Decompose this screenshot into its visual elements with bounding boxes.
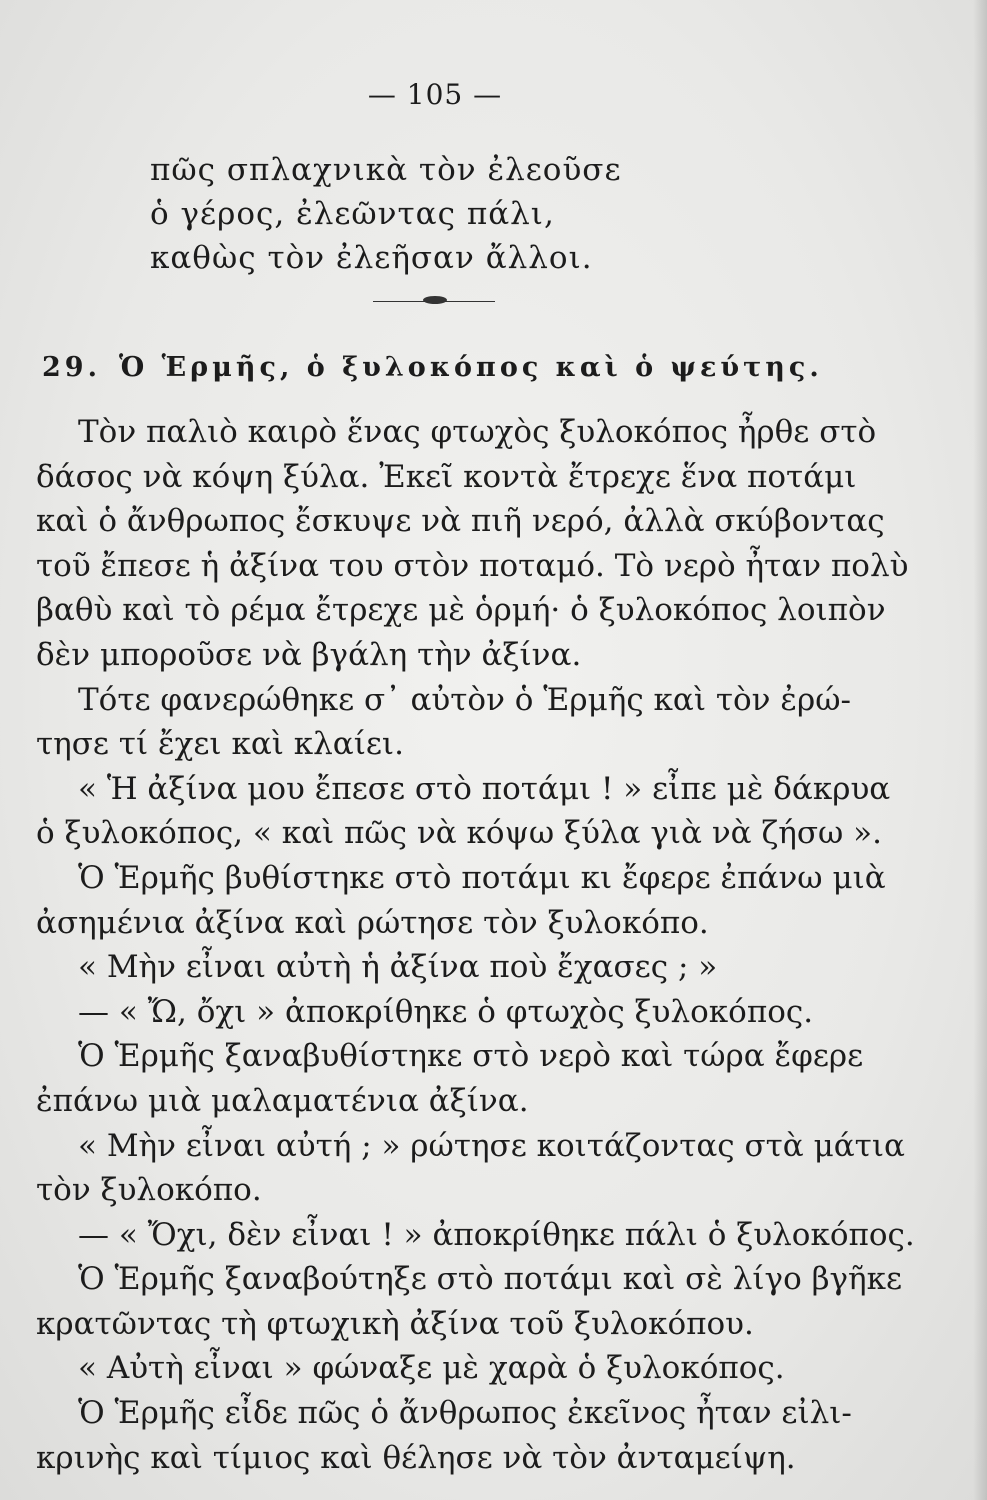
poem-line: πῶς σπλαχνικὰ τὸν ἐλεοῦσε <box>150 152 622 188</box>
text-line: τοῦ ἔπεσε ἡ ἀξίνα του στὸν ποταμό. Τὸ νερὸ ἦταν πολὺ <box>36 547 909 584</box>
text-line: Ὁ Ἑρμῆς ξαναβυθίστηκε στὸ νερὸ καὶ τώρα ἔφερε <box>78 1038 864 1075</box>
text-line: Ὁ Ἑρμῆς εἶδε πῶς ὁ ἄνθρωπος ἐκεῖνος ἦταν εἰλι- <box>78 1395 852 1432</box>
text-line: κρινὴς καὶ τίμιος καὶ θέλησε νὰ τὸν ἀνταμείψη. <box>36 1439 796 1476</box>
divider-ornament <box>423 296 447 304</box>
chapter-title: Ὁ Ἑρμῆς, ὁ ξυλοκόπος καὶ ὁ ψεύτης. <box>118 352 823 383</box>
poem-line: ὁ γέρος, ἐλεῶντας πάλι, <box>150 196 555 232</box>
text-line: Ὁ Ἑρμῆς ξαναβούτηξε στὸ ποτάμι καὶ σὲ λίγο βγῆκε <box>78 1261 903 1298</box>
poem-stanza <box>150 148 622 280</box>
text-line: κρατῶντας τὴ φτωχικὴ ἀξίνα τοῦ ξυλοκόπου. <box>36 1305 754 1342</box>
text-line: Τὸν παλιὸ καιρὸ ἕνας φτωχὸς ξυλοκόπος ἦρθε στὸ <box>78 414 877 450</box>
text-line: ἐπάνω μιὰ μαλαματένια ἀξίνα. <box>36 1082 529 1119</box>
text-line: « Μὴν εἶναι αὐτή ; » ρώτησε κοιτάζοντας στὰ μάτια <box>78 1127 905 1164</box>
text-line: καὶ ὁ ἄνθρωπος ἔσκυψε νὰ πιῆ νερό, ἀλλὰ σκύβοντας <box>36 503 885 540</box>
text-line: — « Ὤ, ὄχι » ἀποκρίθηκε ὁ φτωχὸς ξυλοκόπος. <box>78 993 814 1030</box>
chapter-heading <box>42 352 832 383</box>
text-line: « Ἡ ἀξίνα μου ἔπεσε στὸ ποτάμι ! » εἶπε μὲ δάκρυα <box>78 770 891 807</box>
chapter-body <box>36 410 915 1480</box>
text-line: ἀσημένια ἀξίνα καὶ ρώτησε τὸν ξυλοκόπο. <box>36 904 709 941</box>
text-line: « Αὐτὴ εἶναι » φώναξε μὲ χαρὰ ὁ ξυλοκόπος. <box>78 1350 785 1387</box>
text-line: τησε τί ἔχει καὶ κλαίει. <box>36 726 404 763</box>
text-line: — « Ὄχι, δὲν εἶναι ! » ἀποκρίθηκε πάλι ὁ ξυλοκόπος. <box>78 1216 915 1253</box>
text-line: δὲν μποροῦσε νὰ βγάλη τὴν ἀξίνα. <box>36 636 582 673</box>
poem-line: καθὼς τὸν ἐλεῆσαν ἄλλοι. <box>150 240 593 276</box>
text-line: τὸν ξυλοκόπο. <box>36 1172 262 1209</box>
text-line: Ὁ Ἑρμῆς βυθίστηκε στὸ ποτάμι κι ἔφερε ἐπάνω μιὰ <box>78 859 886 896</box>
text-line: δάσος νὰ κόψη ξύλα. Ἐκεῖ κοντὰ ἔτρεχε ἕνα ποτάμι <box>36 458 857 495</box>
text-line: βαθὺ καὶ τὸ ρέμα ἔτρεχε μὲ ὁρμή· ὁ ξυλοκόπος λοιπὸν <box>36 592 886 629</box>
chapter-number: 29. <box>42 352 101 383</box>
page-number: — 105 — <box>367 78 503 111</box>
text-line: « Μὴν εἶναι αὐτὴ ἡ ἀξίνα ποὺ ἔχασες ; » <box>78 949 718 986</box>
text-line: ὁ ξυλοκόπος, « καὶ πῶς νὰ κόψω ξύλα γιὰ νὰ ζήσω ». <box>36 815 882 852</box>
text-line: Τότε φανερώθηκε σ᾽ αὐτὸν ὁ Ἑρμῆς καὶ τὸν ἐρώ- <box>78 681 851 718</box>
page-edge-shadow <box>973 0 987 1500</box>
